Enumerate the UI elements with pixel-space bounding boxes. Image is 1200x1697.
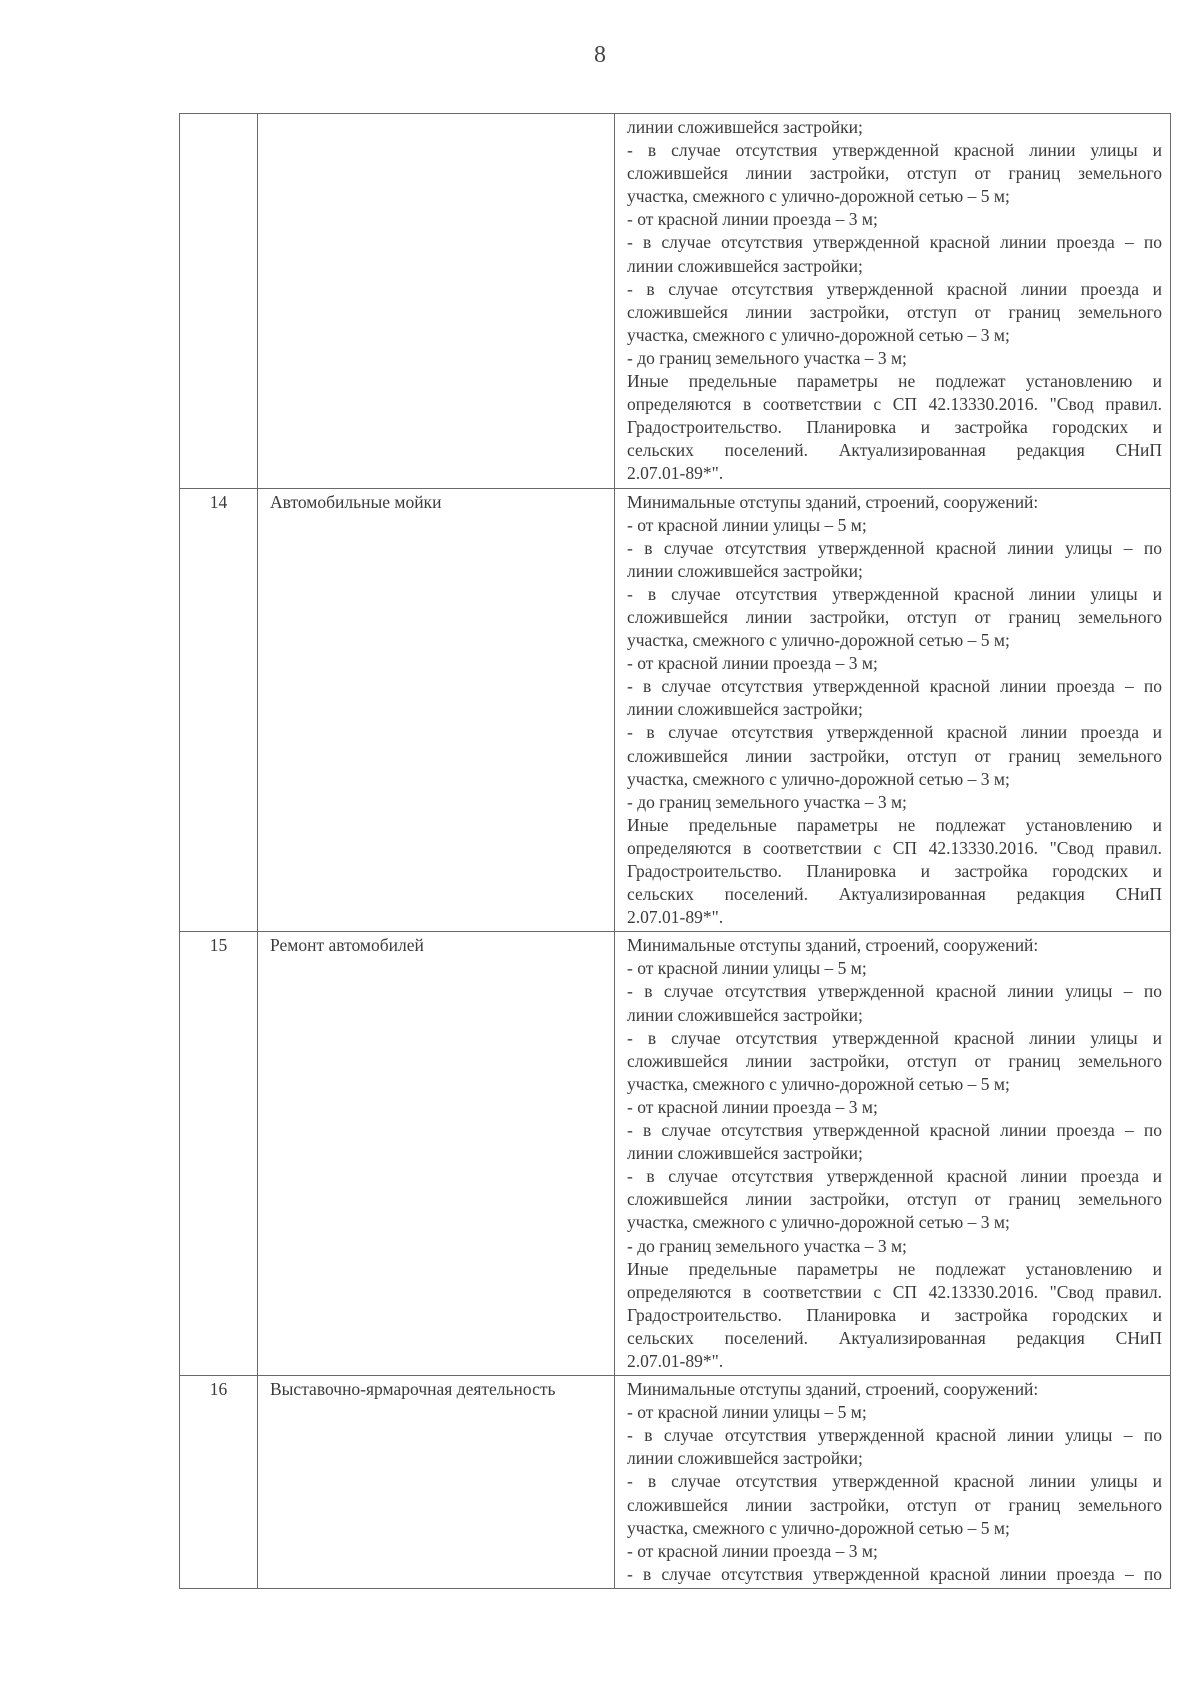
row-number [180, 114, 258, 489]
parameter-line: - от красной линии проезда – 3 м; [627, 1096, 878, 1117]
parameter-line: Иные предельные параметры не подлежат установлению и [627, 371, 1162, 392]
parameter-line: сложившейся линии застройки, отступ от границ земельного [627, 1494, 1162, 1515]
parameter-line: - от красной линии улицы – 5 м; [627, 514, 867, 535]
parameter-line: - в случае отсутствия утвержденной красной линии проезда и [627, 1166, 1162, 1187]
use-type-name [258, 114, 615, 489]
parameter-line: Иные предельные параметры не подлежат установлению и [627, 814, 1162, 835]
parameter-line: 2.07.01-89*". [627, 907, 724, 928]
parameter-line: участка, смежного с улично-дорожной сетью – 5 м; [627, 186, 1010, 207]
parameter-line: Минимальные отступы зданий, строений, сооружений: [627, 491, 1039, 512]
parameter-line: участка, смежного с улично-дорожной сетью – 3 м; [627, 768, 1010, 789]
parameter-line: линии сложившейся застройки; [627, 1004, 863, 1025]
parameter-line: - в случае отсутствия утвержденной красной линии проезда и [627, 278, 1162, 299]
parameter-line: 2.07.01-89*". [627, 463, 724, 484]
parameter-line: участка, смежного с улично-дорожной сетью – 5 м; [627, 630, 1010, 651]
parameter-line: 2.07.01-89*". [627, 1350, 724, 1371]
setback-parameters [615, 932, 1171, 1376]
parameter-line: Минимальные отступы зданий, строений, сооружений: [627, 935, 1039, 956]
parameter-line: - в случае отсутствия утвержденной красной линии улицы и [627, 140, 1162, 161]
parameter-line: участка, смежного с улично-дорожной сетью – 3 м; [627, 324, 1010, 345]
parameter-line: сложившейся линии застройки, отступ от границ земельного [627, 1050, 1162, 1071]
parameter-line: участка, смежного с улично-дорожной сетью – 3 м; [627, 1212, 1010, 1233]
parameter-line: - до границ земельного участка – 3 м; [627, 347, 907, 368]
parameter-line: линии сложившейся застройки; [627, 255, 863, 276]
parameter-line: - в случае отсутствия утвержденной красной линии улицы и [627, 1027, 1162, 1048]
parameter-line: сложившейся линии застройки, отступ от границ земельного [627, 606, 1162, 627]
parameter-line: Иные предельные параметры не подлежат установлению и [627, 1258, 1162, 1279]
parameter-line: - в случае отсутствия утвержденной красной линии улицы – по [627, 981, 1162, 1002]
setback-parameters [615, 488, 1171, 932]
parameter-line: линии сложившейся застройки; [627, 699, 863, 720]
row-number: 15 [180, 932, 258, 1376]
parameter-line: сельских поселений. Актуализированная редакция СНиП [627, 440, 1162, 461]
setback-parameters [615, 114, 1171, 489]
parameter-line: линии сложившейся застройки; [627, 117, 863, 137]
parameter-line: сложившейся линии застройки, отступ от границ земельного [627, 163, 1162, 184]
parameter-line: Градостроительство. Планировка и застройка городских и [627, 861, 1162, 881]
parameter-line: - от красной линии улицы – 5 м; [627, 958, 867, 979]
parameter-line: сложившейся линии застройки, отступ от границ земельного [627, 745, 1162, 766]
parameter-line: участка, смежного с улично-дорожной сетью – 5 м; [627, 1073, 1010, 1094]
parameter-line: - в случае отсутствия утвержденной красной линии улицы – по [627, 537, 1162, 558]
table-row [180, 932, 1171, 1376]
parameter-line: сложившейся линии застройки, отступ от границ земельного [627, 301, 1162, 322]
parameter-line: линии сложившейся застройки; [627, 1143, 863, 1164]
parameter-line: определяются в соответствии с СП 42.13330.2016. "Свод правил. [627, 837, 1162, 858]
parameter-line: сельских поселений. Актуализированная редакция СНиП [627, 1327, 1162, 1348]
parameter-line: - от красной линии проезда – 3 м; [627, 653, 878, 674]
parameter-line: - до границ земельного участка – 3 м; [627, 1235, 907, 1256]
parameter-line: - в случае отсутствия утвержденной красной линии проезда – по [627, 676, 1162, 697]
parameter-line: линии сложившейся застройки; [627, 1448, 863, 1469]
parameter-line: - до границ земельного участка – 3 м; [627, 791, 907, 812]
use-type-name: Автомобильные мойки [258, 488, 615, 932]
regulations-table [179, 113, 1171, 1589]
parameter-line: - в случае отсутствия утвержденной красной линии улицы – по [627, 1425, 1162, 1446]
parameter-line: - в случае отсутствия утвержденной красной линии проезда – по [627, 232, 1162, 253]
parameter-line: - в случае отсутствия утвержденной красной линии улицы и [627, 583, 1162, 604]
use-type-name: Ремонт автомобилей [258, 932, 615, 1376]
parameter-line: - в случае отсутствия утвержденной красной линии проезда – по [627, 1563, 1162, 1584]
row-number: 14 [180, 488, 258, 932]
page-number: 8 [594, 42, 606, 68]
parameter-line: сельских поселений. Актуализированная редакция СНиП [627, 884, 1162, 905]
parameter-line: - от красной линии проезда – 3 м; [627, 1540, 878, 1561]
parameter-line: участка, смежного с улично-дорожной сетью – 5 м; [627, 1517, 1010, 1538]
row-number: 16 [180, 1376, 258, 1589]
parameter-line: - в случае отсутствия утвержденной красной линии улицы и [627, 1471, 1162, 1492]
parameter-line: - от красной линии улицы – 5 м; [627, 1402, 867, 1423]
parameter-line: определяются в соответствии с СП 42.13330.2016. "Свод правил. [627, 1281, 1162, 1302]
table-row [180, 1376, 1171, 1589]
table-row [180, 114, 1171, 489]
table-body [180, 114, 1171, 1589]
parameter-line: сложившейся линии застройки, отступ от границ земельного [627, 1189, 1162, 1210]
parameter-line: линии сложившейся застройки; [627, 560, 863, 581]
parameter-line: - от красной линии проезда – 3 м; [627, 209, 878, 230]
setback-parameters [615, 1376, 1171, 1589]
parameter-line: Градостроительство. Планировка и застройка городских и [627, 1304, 1162, 1325]
parameter-line: - в случае отсутствия утвержденной красной линии проезда и [627, 722, 1162, 743]
table-row [180, 488, 1171, 932]
parameter-line: Градостроительство. Планировка и застройка городских и [627, 417, 1162, 438]
use-type-name: Выставочно-ярмарочная деятельность [258, 1376, 615, 1589]
parameter-line: - в случае отсутствия утвержденной красной линии проезда – по [627, 1120, 1162, 1141]
parameter-line: определяются в соответствии с СП 42.13330.2016. "Свод правил. [627, 394, 1162, 415]
parameter-line: Минимальные отступы зданий, строений, сооружений: [627, 1379, 1039, 1400]
